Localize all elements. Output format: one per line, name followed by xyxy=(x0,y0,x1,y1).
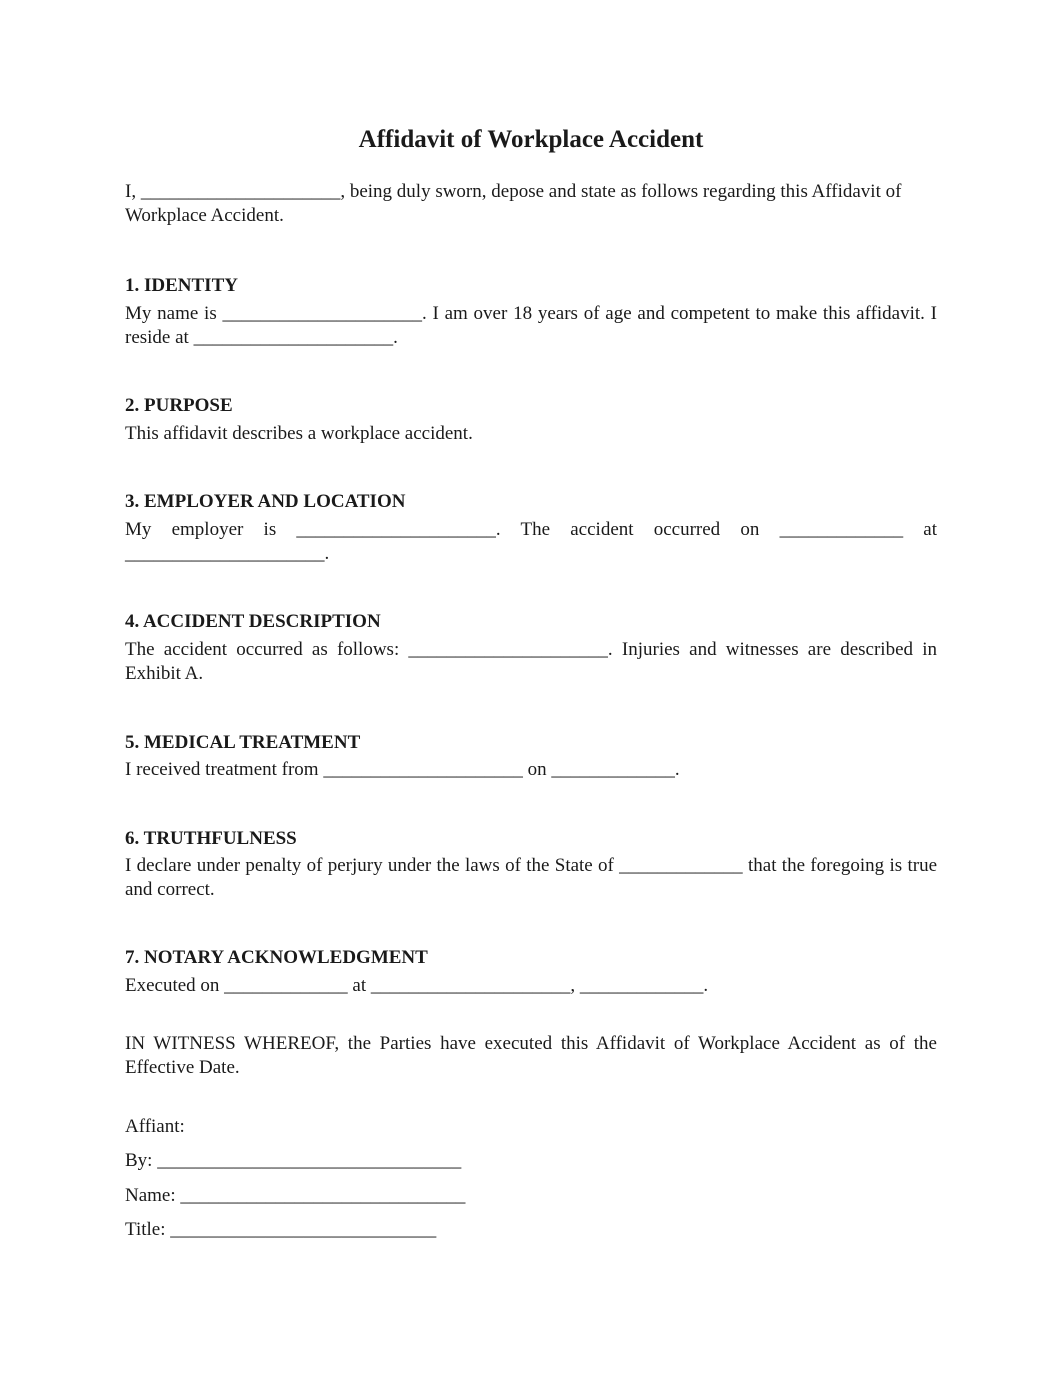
section-4-body: The accident occurred as follows: _____________________. Injuries and witnesses are described in Exhibit A. xyxy=(125,639,937,684)
affiant-label: Affiant: xyxy=(125,1116,185,1137)
signature-by-line: By: ________________________________ xyxy=(125,1150,462,1171)
section-1-heading: 1. IDENTITY xyxy=(125,275,238,296)
document-title: Affidavit of Workplace Accident xyxy=(358,126,704,153)
witness-paragraph: IN WITNESS WHEREOF, the Parties have executed this Affidavit of Workplace Accident as of the Effective Date. xyxy=(125,1033,937,1078)
signature-title-line: Title: ____________________________ xyxy=(125,1219,437,1240)
section-6-heading: 6. TRUTHFULNESS xyxy=(125,828,297,849)
signature-name-line: Name: ______________________________ xyxy=(125,1185,466,1206)
section-6-body: I declare under penalty of perjury under the laws of the State of _____________ that the foregoing is true and correct. xyxy=(125,855,937,900)
section-7-heading: 7. NOTARY ACKNOWLEDGMENT xyxy=(125,947,428,968)
section-1-body: My name is _____________________. I am over 18 years of age and competent to make this affidavit. I reside at _____________________. xyxy=(125,303,937,348)
section-5-heading: 5. MEDICAL TREATMENT xyxy=(125,732,361,753)
section-2-heading: 2. PURPOSE xyxy=(125,395,233,416)
intro-paragraph: I, _____________________, being duly sworn, depose and state as follows regarding this Affidavit of Workplace Accident. xyxy=(125,181,902,226)
section-3-body: My employer is _____________________. The accident occurred on _____________ at _____________________. xyxy=(125,519,937,564)
section-2-body: This affidavit describes a workplace accident. xyxy=(125,423,473,444)
section-4-heading: 4. ACCIDENT DESCRIPTION xyxy=(125,611,381,632)
section-3-heading: 3. EMPLOYER AND LOCATION xyxy=(125,491,406,512)
section-7-body: Executed on _____________ at _____________________, _____________. xyxy=(125,975,709,996)
section-5-body: I received treatment from _____________________ on _____________. xyxy=(125,759,680,780)
